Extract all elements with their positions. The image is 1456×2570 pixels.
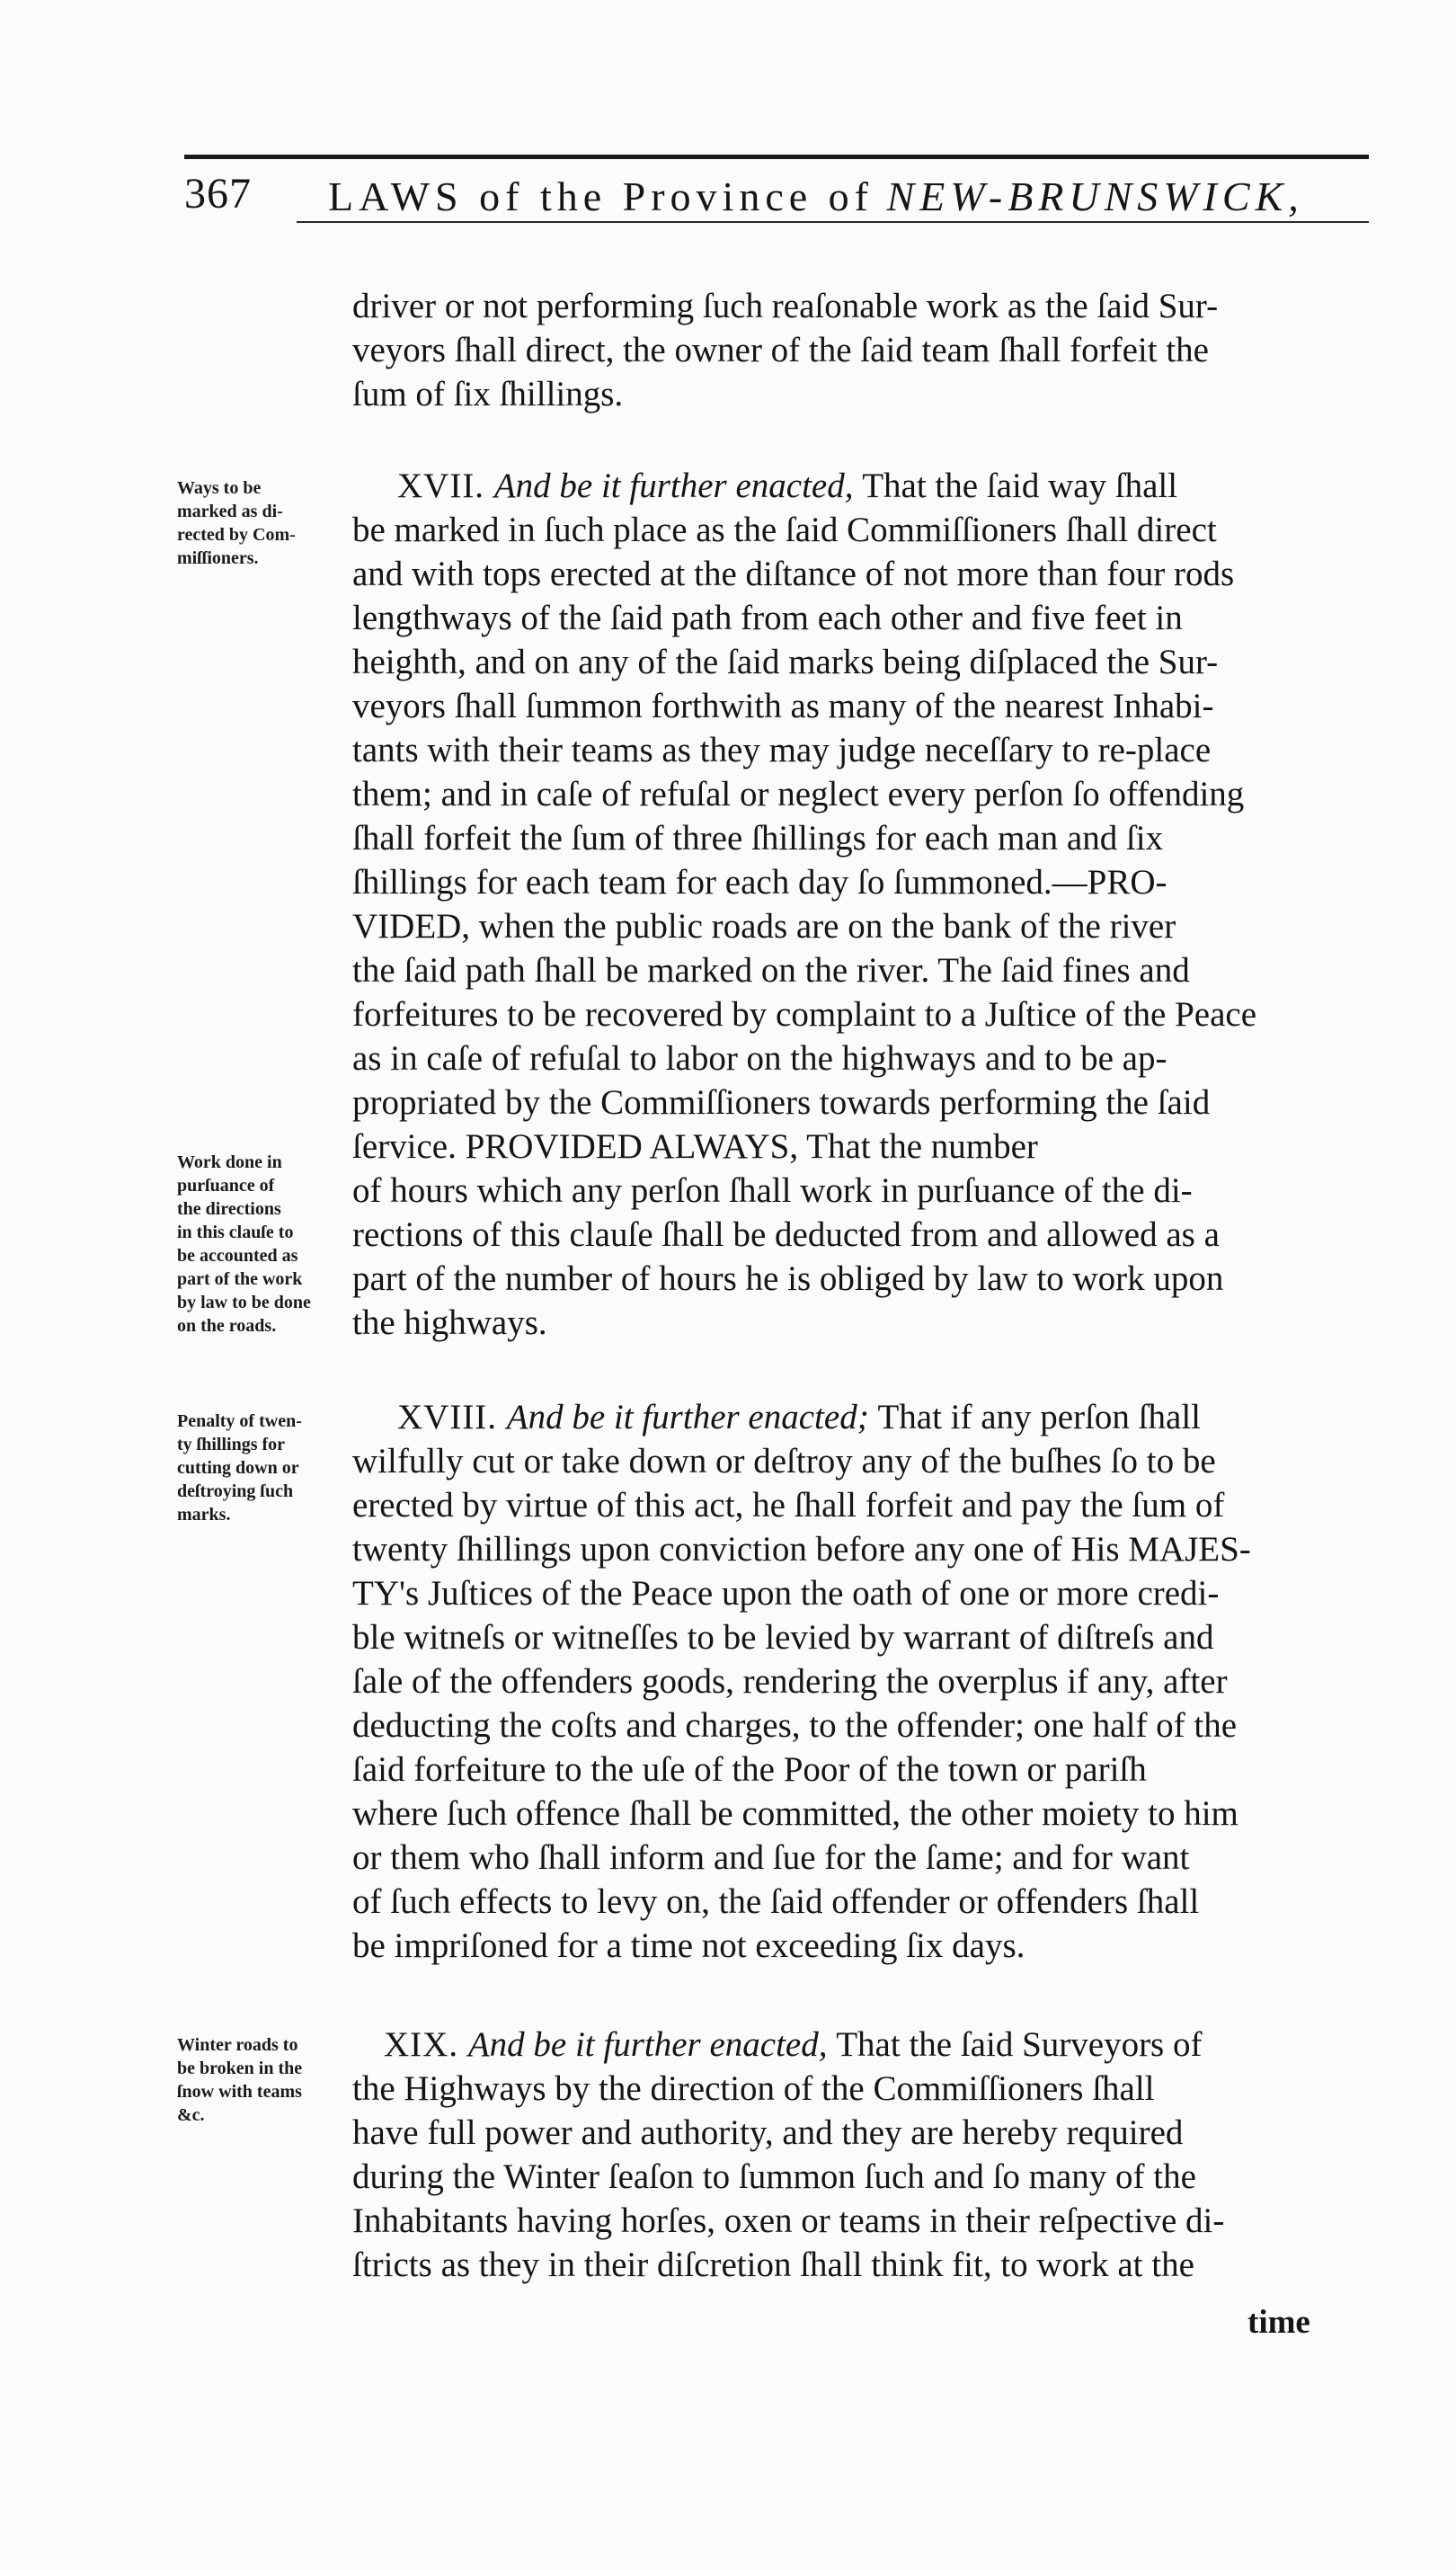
text-line: driver or not performing ſuch reaſonable work as the ſaid Sur- (352, 287, 1219, 325)
margin-note-line: marks. (177, 1505, 231, 1525)
margin-note-line: deſtroying ſuch (177, 1481, 294, 1501)
text-line: ſaid forfeiture to the uſe of the Poor of the town or pariſh (352, 1750, 1147, 1789)
text-line: be impriſoned for a time not exceeding ſix days. (352, 1926, 1025, 1965)
text-line: or them who ſhall inform and ſue for the ſame; and for want (352, 1838, 1190, 1877)
text-line: ble witneſs or witneſſes to be levied by warrant of diſtreſs and (352, 1618, 1214, 1657)
section-number: XVII. (397, 467, 494, 505)
margin-note-section-19 (177, 2033, 339, 2127)
text-line: lengthways of the ſaid path from each other and five feet in (352, 599, 1183, 637)
text-line: VIDED, when the public roads are on the bank of the river (352, 907, 1176, 946)
text-line: the ſaid path ſhall be marked on the river. The ſaid fines and (352, 951, 1190, 990)
margin-note-line: rected by Com- (177, 525, 296, 545)
margin-note-line: Penalty of twen- (177, 1411, 302, 1431)
text-line: of ſuch effects to levy on, the ſaid offender or offenders ſhall (352, 1882, 1200, 1921)
text-line: That the ſaid Surveyors of (836, 2025, 1203, 2064)
margin-note-line: ty ſhillings for (177, 1435, 286, 1454)
header-rule-top (184, 155, 1369, 159)
text-line: where ſuch offence ſhall be committed, the other moiety to him (352, 1794, 1238, 1833)
text-line: That if any perſon ſhall (877, 1398, 1202, 1436)
section-18-first-line (352, 1395, 1370, 1439)
header-rule-bottom (297, 221, 1369, 223)
margin-note-section-17 (177, 476, 339, 570)
text-line: ſhall forfeit the ſum of three ſhillings for each man and ſix (352, 819, 1164, 858)
text-line: forfeitures to be recovered by complaint to a Juſtice of the Peace (352, 995, 1257, 1034)
section-19 (352, 2023, 1370, 2287)
text-line: rections of this clauſe ſhall be deducted from and allowed as a (352, 1215, 1220, 1254)
text-line: propriated by the Commiſſioners towards performing the ſaid (352, 1083, 1211, 1122)
text-line: That the ſaid way ſhall (862, 467, 1178, 505)
section-17 (352, 464, 1370, 1345)
text-line: ſhillings for each team for each day ſo ſummoned.—PRO- (352, 863, 1167, 902)
margin-note-line: marked as di- (177, 502, 283, 521)
section-17-first-line (352, 464, 1370, 508)
text-line: them; and in caſe of refuſal or neglect every perſon ſo offending (352, 775, 1245, 814)
text-line: ſale of the offenders goods, rendering the overplus if any, after (352, 1662, 1228, 1701)
margin-note-line: &c. (177, 2105, 205, 2125)
text-line: the Highways by the direction of the Commiſſioners ſhall (352, 2069, 1155, 2108)
text-line: of hours which any perſon ſhall work in purſuance of the di- (352, 1171, 1193, 1210)
section-18 (352, 1395, 1370, 1968)
text-line: Inhabitants having horſes, oxen or teams in their reſpective di- (352, 2201, 1225, 2240)
margin-note-line: cutting down or (177, 1458, 299, 1478)
section-number: XIX. (384, 2025, 468, 2064)
page-header (184, 160, 1369, 223)
text-line: twenty ſhillings upon conviction before any one of His MAJES- (352, 1530, 1251, 1569)
text-line: tants with their teams as they may judge neceſſary to re-place (352, 731, 1212, 769)
text-line: ſtricts as they in their diſcretion ſhall think fit, to work at the (352, 2245, 1194, 2284)
margin-note-line: the directions (177, 1199, 281, 1219)
text-line: TY's Juſtices of the Peace upon the oath of one or more credi- (352, 1574, 1220, 1613)
text-line: veyors ſhall ſummon forthwith as many of the nearest Inhabi- (352, 687, 1214, 725)
section-number: XVIII. (397, 1398, 507, 1436)
text-line: and with tops erected at the diſtance of not more than four rods (352, 555, 1235, 593)
margin-note-line: on the roads. (177, 1316, 277, 1336)
running-title-text: LAWS of the Province of (328, 173, 874, 219)
text-line: ſervice. PROVIDED ALWAYS, That the number (352, 1127, 1038, 1166)
page-number: 367 (184, 170, 252, 218)
continuation-paragraph (352, 284, 1370, 416)
margin-note-line: be accounted as (177, 1246, 298, 1266)
enacting-clause: And be it further enacted, (467, 2025, 837, 2064)
margin-note-line: Ways to be (177, 478, 262, 498)
text-line: part of the number of hours he is obliged by law to work upon (352, 1259, 1224, 1298)
text-line: during the Winter ſeaſon to ſummon ſuch and ſo many of the (352, 2157, 1196, 2196)
text-line: the highways. (352, 1303, 547, 1342)
margin-note-line: ſnow with teams (177, 2082, 302, 2102)
margin-note-line: by law to be done (177, 1293, 311, 1312)
margin-note-line: purſuance of (177, 1176, 275, 1196)
text-line: ſum of ſix ſhillings. (352, 375, 624, 414)
running-title (328, 173, 1304, 220)
text-line: deducting the coſts and charges, to the offender; one half of the (352, 1706, 1238, 1745)
running-title-province: NEW-BRUNSWICK, (886, 173, 1304, 219)
margin-note-line: Work done in (177, 1152, 282, 1172)
margin-note-line: miſſioners. (177, 548, 259, 568)
text-line: be marked in ſuch place as the ſaid Commiſſioners ſhall direct (352, 511, 1217, 549)
text-line: veyors ſhall direct, the owner of the ſaid team ſhall forfeit the (352, 331, 1209, 369)
margin-note-line: be broken in the (177, 2059, 303, 2078)
margin-note-work-done (177, 1151, 339, 1338)
margin-note-line: part of the work (177, 1269, 303, 1289)
text-line: erected by virtue of this act, he ſhall forfeit and pay the ſum of (352, 1486, 1225, 1525)
margin-note-line: in this clauſe to (177, 1223, 294, 1242)
enacting-clause: And be it further enacted; (506, 1398, 878, 1436)
catchword: time (1247, 2304, 1310, 2341)
text-line: as in caſe of refuſal to labor on the highways and to be ap- (352, 1039, 1167, 1078)
text-line: wilfully cut or take down or deſtroy any of the buſhes ſo to be (352, 1442, 1216, 1481)
text-line: have full power and authority, and they are hereby required (352, 2113, 1184, 2152)
margin-note-section-18 (177, 1409, 339, 1526)
text-line: heighth, and on any of the ſaid marks being diſplaced the Sur- (352, 643, 1219, 681)
margin-note-line: Winter roads to (177, 2035, 298, 2055)
enacting-clause: And be it further enacted, (493, 467, 863, 505)
section-19-first-line (352, 2023, 1370, 2067)
